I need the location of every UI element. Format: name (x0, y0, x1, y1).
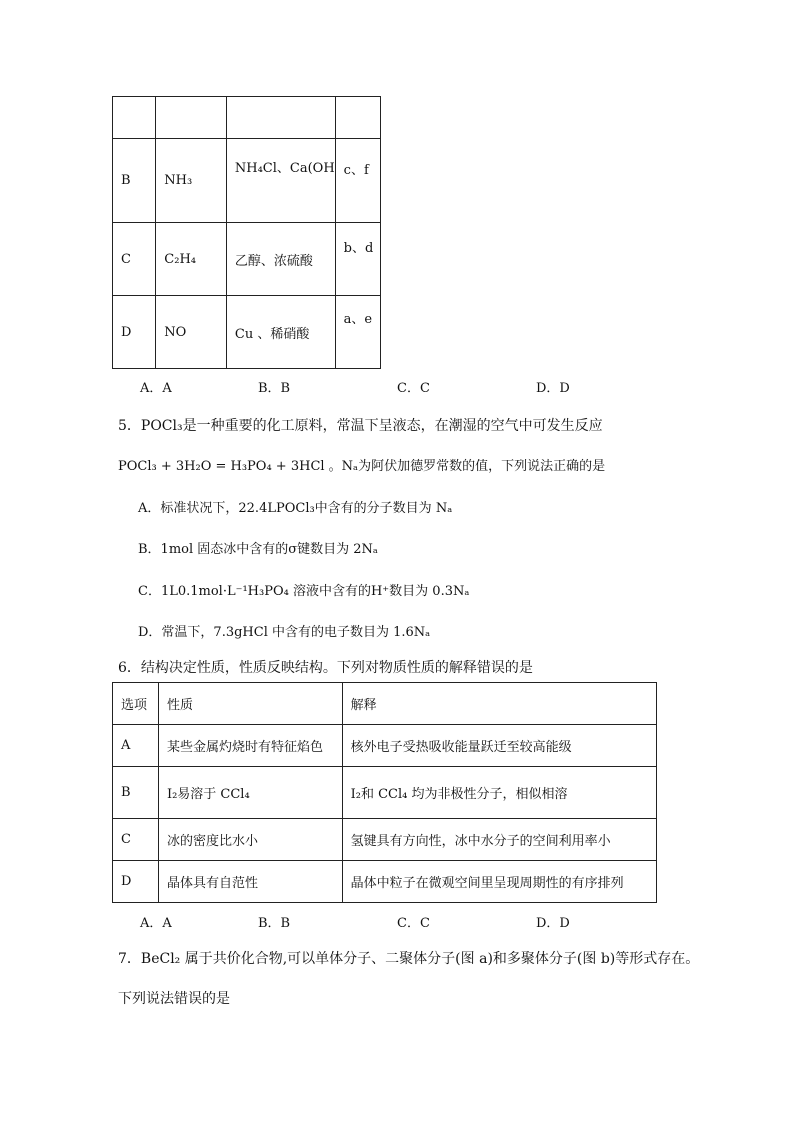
option-letter-cell: B (113, 139, 156, 223)
option-letter-cell: C (113, 223, 156, 296)
table-row (113, 223, 381, 296)
gas-cell: C₂H₄ (156, 223, 227, 296)
reagents-cell: Cu 、稀硝酸 (226, 296, 335, 369)
table-row (113, 725, 657, 767)
q7-stem-line1: 7．BeCl₂ 属于共价化合物,可以单体分子、二聚体分子(图 a)和多聚体分子(图 b)等形式存在。 (118, 951, 700, 967)
table-cell (335, 97, 380, 139)
q5-option-a[interactable]: A．标准状况下，22.4LPOCl₃中含有的分子数目为 Nₐ (138, 501, 453, 516)
q5-option-b[interactable]: B．1mol 固态冰中含有的σ键数目为 2Nₐ (138, 542, 378, 557)
option-letter-cell: C (113, 819, 159, 861)
q6-option-d[interactable]: D．D (536, 916, 570, 931)
option-letter-cell: D (113, 861, 159, 903)
header-option: 选项 (113, 683, 159, 725)
property-cell: 冰的密度比水小 (158, 819, 342, 861)
table-row (113, 139, 381, 223)
table-row (113, 767, 657, 819)
table-row (113, 296, 381, 369)
gas-cell: NH₃ (156, 139, 227, 223)
table-cell (113, 97, 156, 139)
device-cell: b、d (335, 223, 380, 296)
table-row (113, 861, 657, 903)
q5-option-d[interactable]: D．常温下，7.3gHCl 中含有的电子数目为 1.6Nₐ (138, 625, 431, 640)
q4-option-a[interactable]: A．A (140, 381, 172, 396)
q4-option-c[interactable]: C．C (397, 381, 430, 396)
header-property: 性质 (158, 683, 342, 725)
header-explanation: 解释 (342, 683, 656, 725)
q6-stem: 6．结构决定性质，性质反映结构。下列对物质性质的解释错误的是 (118, 660, 533, 676)
reagents-cell: 乙醇、浓硫酸 (226, 223, 335, 296)
q5-option-c[interactable]: C．1L0.1mol·L⁻¹H₃PO₄ 溶液中含有的H⁺数目为 0.3Nₐ (138, 584, 470, 599)
option-letter-cell: D (113, 296, 156, 369)
explanation-cell: I₂和 CCl₄ 均为非极性分子，相似相溶 (342, 767, 656, 819)
q4-option-b[interactable]: B．B (258, 381, 291, 396)
q6-option-b[interactable]: B．B (258, 916, 291, 931)
explanation-cell: 氢键具有方向性，冰中水分子的空间利用率小 (342, 819, 656, 861)
explanation-cell: 核外电子受热吸收能量跃迁至较高能级 (342, 725, 656, 767)
gas-preparation-table (112, 96, 381, 369)
gas-cell: NO (156, 296, 227, 369)
option-letter-cell: A (113, 725, 159, 767)
table-row (113, 97, 381, 139)
table-row (113, 819, 657, 861)
q7-stem-line2: 下列说法错误的是 (118, 991, 230, 1007)
table-header-row (113, 683, 657, 725)
device-cell: a、e (335, 296, 380, 369)
explanation-cell: 晶体中粒子在微观空间里呈现周期性的有序排列 (342, 861, 656, 903)
q4-option-d[interactable]: D．D (536, 381, 570, 396)
option-letter-cell: B (113, 767, 159, 819)
table-cell (156, 97, 227, 139)
reagents-cell: NH₄Cl、Ca(OH (226, 139, 335, 223)
property-cell: 晶体具有自范性 (158, 861, 342, 903)
q6-option-c[interactable]: C．C (397, 916, 430, 931)
q6-option-a[interactable]: A．A (140, 916, 172, 931)
table-cell (226, 97, 335, 139)
device-cell: c、f (335, 139, 380, 223)
property-cell: 某些金属灼烧时有特征焰色 (158, 725, 342, 767)
q5-stem-line1: 5．POCl₃是一种重要的化工原料，常温下呈液态，在潮湿的空气中可发生反应 (118, 418, 603, 434)
q5-stem-line2: POCl₃ + 3H₂O = H₃PO₄ + 3HCl 。Nₐ为阿伏加德罗常数的值，下列说法正确的是 (118, 459, 606, 474)
property-explanation-table (112, 682, 657, 903)
property-cell: I₂易溶于 CCl₄ (158, 767, 342, 819)
